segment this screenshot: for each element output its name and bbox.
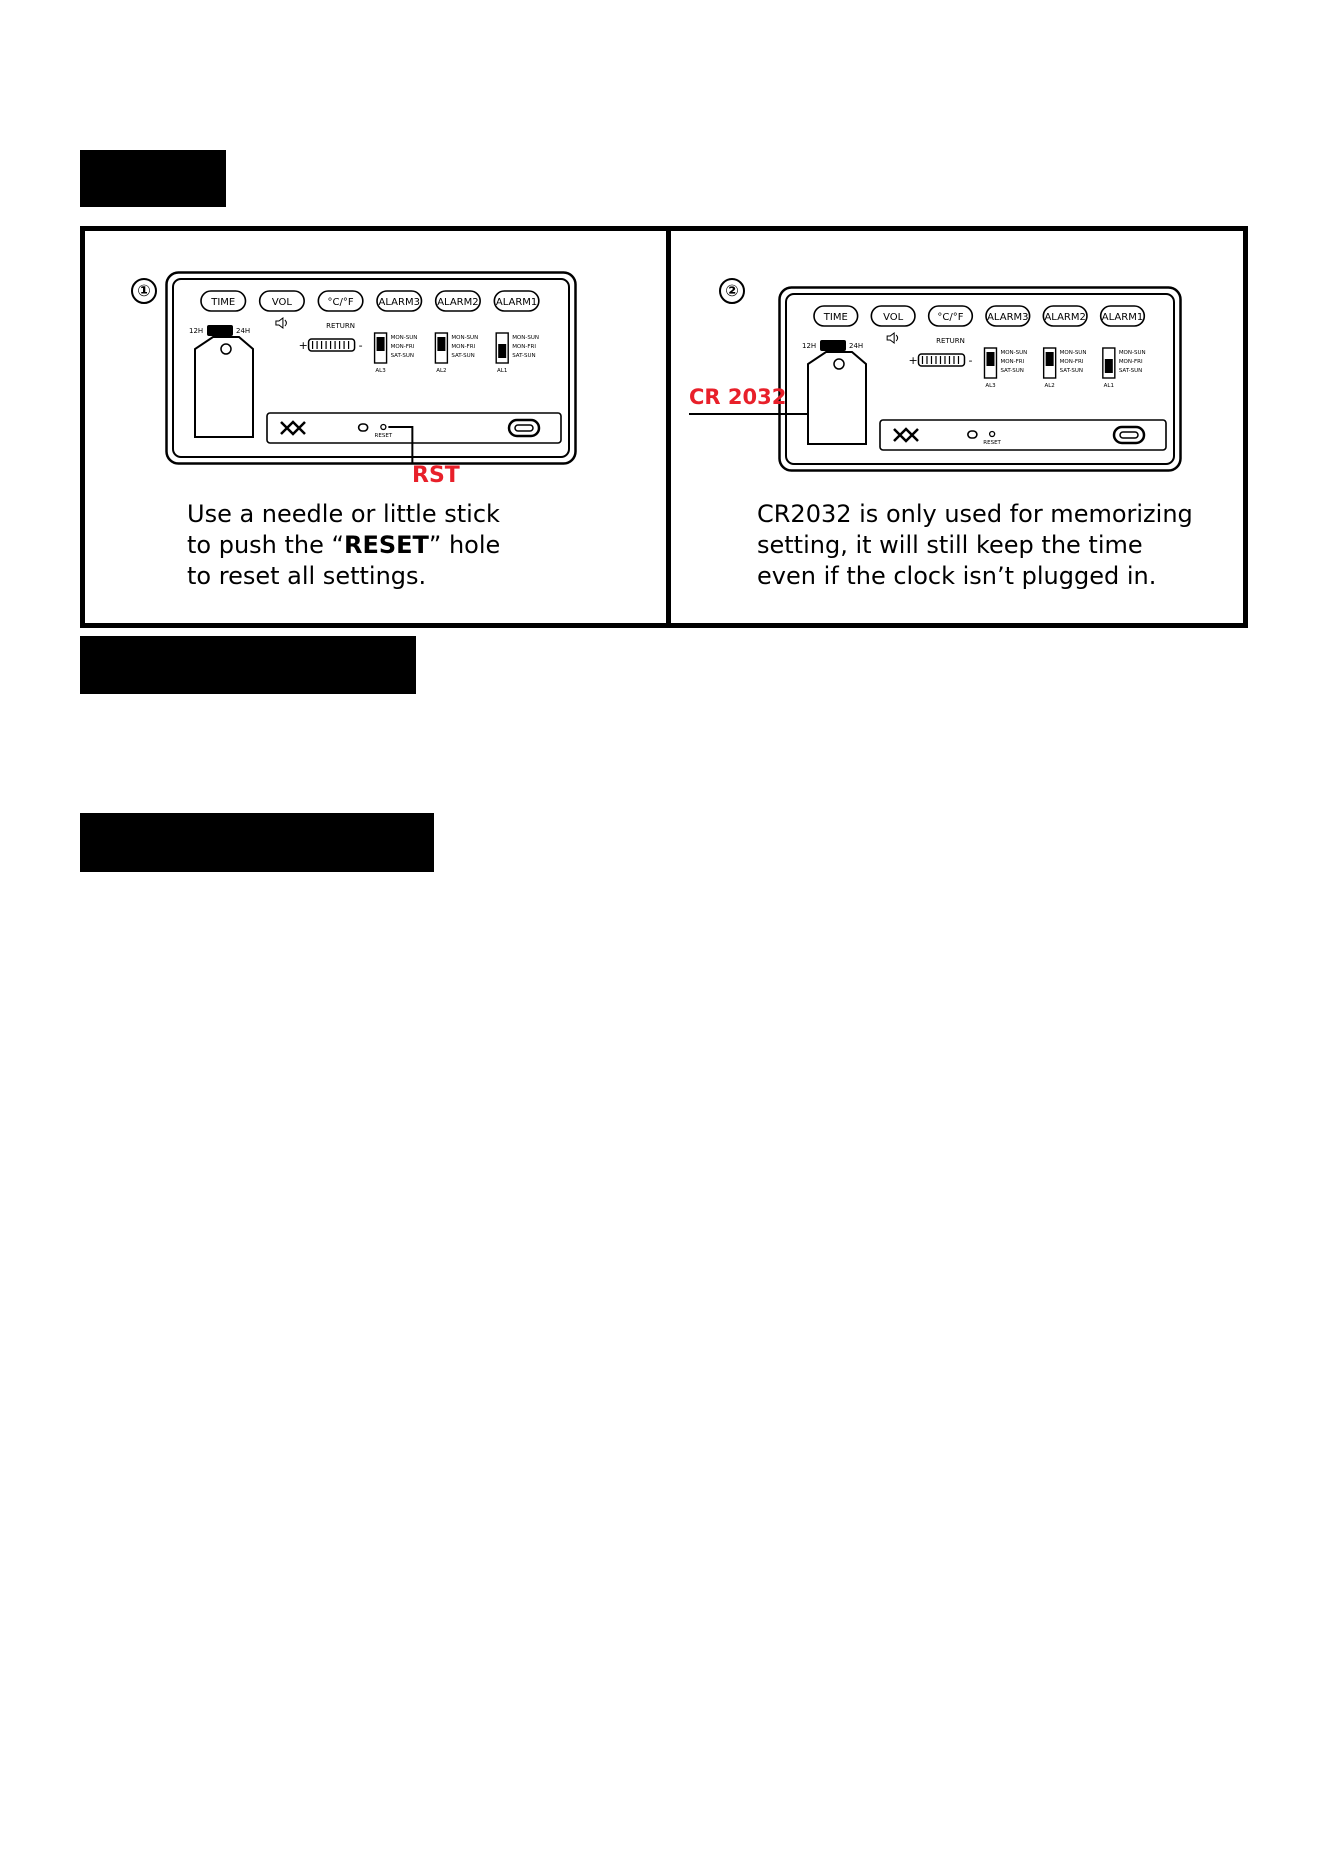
switch-group-label: AL3 (375, 368, 386, 374)
alarm-switch-knob (1105, 359, 1113, 373)
switch-option-label: MON-FRI (390, 344, 415, 350)
switch-group-label: AL2 (1044, 383, 1055, 389)
switch-option-label: MON-SUN (1000, 350, 1028, 356)
device-button-label: ALARM3 (378, 297, 420, 308)
switch-option-label: SAT-SUN (390, 353, 414, 359)
switch-group-label: AL3 (985, 383, 996, 389)
switch-option-label: MON-FRI (1059, 359, 1084, 365)
switch-group-label: AL1 (1103, 383, 1114, 389)
device-button-label: ALARM3 (987, 312, 1029, 323)
port-tray (880, 420, 1166, 450)
step-1-caption (187, 499, 500, 592)
usb-c-port (509, 420, 539, 436)
dial-plus: + (908, 354, 918, 367)
reset-emphasis: RESET (343, 531, 429, 559)
device-button-label: °C/°F (327, 297, 354, 308)
step-1-caption-line-1: Use a needle or little stick (187, 500, 500, 528)
section-header-bar-3 (80, 813, 434, 872)
reset-hole (381, 425, 386, 430)
switch-option-label: MON-SUN (1059, 350, 1087, 356)
instruction-frame (80, 226, 1248, 628)
reset-label: RESET (983, 440, 1001, 446)
switch-option-label: MON-FRI (1118, 359, 1143, 365)
step-2-caption (757, 499, 1193, 592)
step-2-caption-line-2: setting, it will still keep the time (757, 531, 1143, 559)
mode-24h-label: 24H (236, 327, 251, 335)
device-button-label: TIME (211, 297, 236, 308)
reset-label: RESET (374, 433, 393, 439)
device-diagram-2 (778, 286, 1182, 472)
alarm-switch-knob (498, 344, 506, 358)
device-button-label: ALARM2 (437, 297, 479, 308)
switch-option-label: MON-SUN (390, 335, 418, 341)
dial-minus: - (968, 354, 973, 367)
device-button-label: VOL (271, 297, 292, 308)
usb-c-port-inner (515, 425, 533, 431)
reset-hole (990, 432, 995, 437)
switch-option-label: MON-FRI (512, 344, 536, 350)
speaker-grille (281, 422, 305, 434)
step-2-number: ② (719, 278, 745, 304)
battery-door (195, 337, 253, 437)
speaker-grille (894, 429, 918, 441)
switch-option-label: SAT-SUN (1000, 368, 1024, 374)
switch-option-label: MON-SUN (512, 335, 540, 341)
alarm-switch-knob (1046, 352, 1054, 366)
switch-group-label: AL2 (436, 368, 447, 374)
rst-callout: RST (412, 463, 460, 488)
cr2032-leader-line (689, 413, 809, 415)
switch-group-label: AL1 (497, 368, 508, 374)
return-dial (918, 354, 964, 366)
indicator-led (968, 431, 977, 438)
switch-option-label: SAT-SUN (512, 353, 536, 359)
device-button-label: ALARM2 (1044, 312, 1086, 323)
return-label: RETURN (936, 337, 965, 345)
switch-option-label: SAT-SUN (1059, 368, 1084, 374)
step-1-panel (85, 231, 666, 623)
battery-door-screw (834, 359, 844, 369)
switch-option-label: MON-FRI (451, 344, 476, 350)
switch-option-label: MON-FRI (1000, 359, 1025, 365)
device-button-label: ALARM1 (1101, 312, 1144, 323)
hour-mode-switch (207, 325, 233, 336)
step-2-panel (671, 231, 1243, 623)
return-label: RETURN (326, 322, 355, 330)
battery-door (808, 352, 866, 444)
mode-24h-label: 24H (849, 342, 864, 350)
section-header-bar-1 (80, 150, 226, 207)
switch-option-label: SAT-SUN (1118, 368, 1143, 374)
mode-12h-label: 12H (189, 327, 204, 335)
device-diagram-1 (165, 271, 577, 465)
alarm-switch-knob (437, 337, 445, 351)
device-button-label: TIME (823, 312, 848, 323)
step-1-caption-line-2: to push the “RESET” hole (187, 531, 501, 559)
dial-plus: + (298, 339, 308, 352)
step-2-caption-line-3: even if the clock isn’t plugged in. (757, 562, 1157, 590)
cr2032-callout: CR 2032 (689, 385, 787, 409)
switch-option-label: MON-SUN (1118, 350, 1146, 356)
device-button-label: ALARM1 (495, 297, 538, 308)
usb-c-port (1114, 427, 1144, 443)
step-1-caption-line-3: to reset all settings. (187, 562, 427, 590)
speaker-icon (276, 318, 287, 328)
speaker-icon (887, 333, 898, 343)
mode-12h-label: 12H (802, 342, 817, 350)
battery-door-screw (221, 344, 231, 354)
alarm-switch-knob (377, 337, 385, 351)
section-header-bar-2 (80, 636, 416, 694)
alarm-switch-knob (986, 352, 994, 366)
device-button-label: VOL (883, 312, 904, 323)
device-button-label: °C/°F (937, 312, 964, 323)
return-dial (309, 339, 355, 351)
port-tray (267, 413, 561, 443)
hour-mode-switch (820, 340, 846, 351)
switch-option-label: MON-SUN (451, 335, 479, 341)
step-1-number: ① (131, 278, 157, 304)
switch-option-label: SAT-SUN (451, 353, 475, 359)
step-2-caption-line-1: CR2032 is only used for memorizing (757, 500, 1193, 528)
indicator-led (359, 424, 368, 431)
usb-c-port-inner (1120, 432, 1138, 438)
dial-minus: - (358, 339, 363, 352)
